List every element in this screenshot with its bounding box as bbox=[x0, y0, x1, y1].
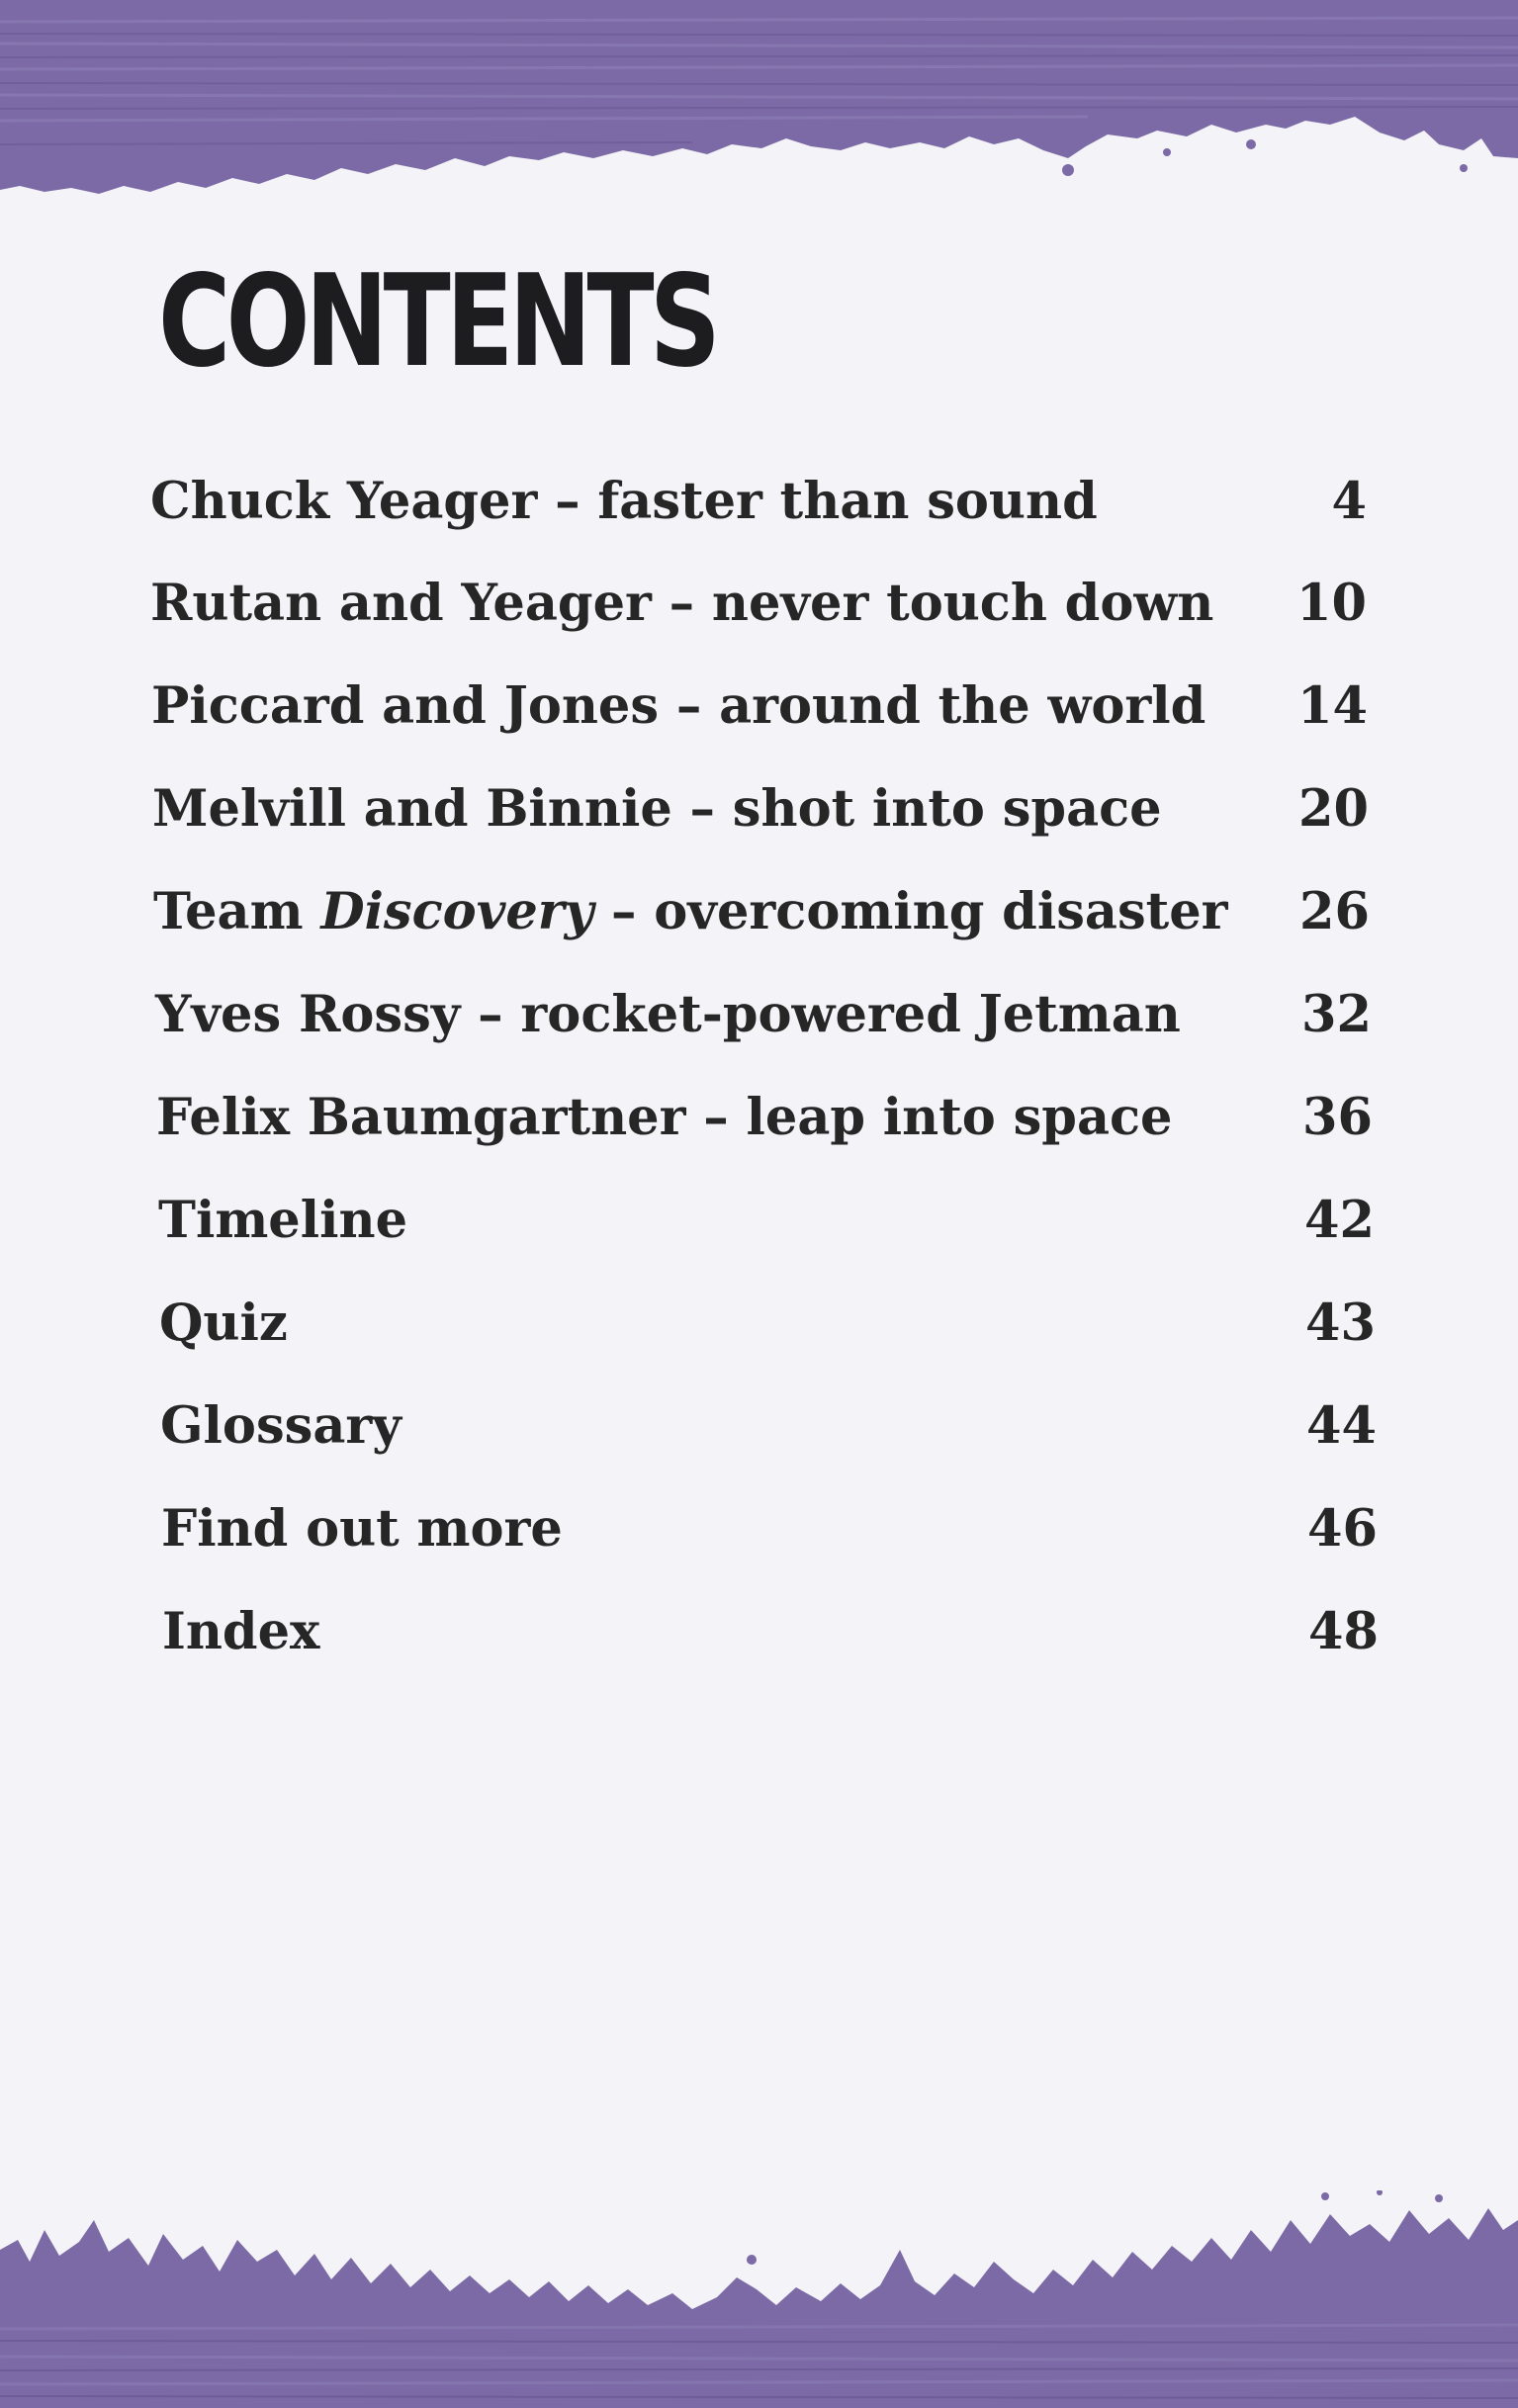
toc-entry-title: Melvill and Binnie – shot into space bbox=[152, 779, 1162, 839]
toc-entry-title: Team Discovery – overcoming disaster bbox=[153, 882, 1228, 941]
toc-entry-melvill-binnie[interactable] bbox=[152, 767, 1369, 850]
toc-entry-title: Index bbox=[162, 1602, 320, 1661]
bottom-purple-band bbox=[0, 2190, 1518, 2408]
toc-entry-title: Timeline bbox=[158, 1191, 408, 1250]
toc-entry-page: 4 bbox=[1331, 472, 1367, 531]
toc-entry-page: 43 bbox=[1305, 1293, 1376, 1353]
toc-entry-page: 48 bbox=[1308, 1602, 1379, 1661]
toc-entry-glossary[interactable] bbox=[160, 1384, 1377, 1468]
toc-entry-title: Chuck Yeager – faster than sound bbox=[150, 472, 1098, 531]
toc-entry-page: 44 bbox=[1306, 1396, 1377, 1456]
toc-entry-title: Glossary bbox=[160, 1396, 402, 1456]
toc-entry-felix-baumgartner[interactable] bbox=[156, 1076, 1373, 1159]
toc-entry-page: 46 bbox=[1307, 1499, 1378, 1559]
toc-entry-page: 26 bbox=[1299, 882, 1370, 941]
toc-entry-page: 32 bbox=[1301, 985, 1372, 1044]
toc-entry-page: 36 bbox=[1302, 1088, 1373, 1147]
toc-entry-chuck-yeager[interactable] bbox=[150, 460, 1367, 543]
toc-entry-title: Find out more bbox=[161, 1499, 563, 1559]
toc-entry-title: Felix Baumgartner – leap into space bbox=[156, 1088, 1173, 1147]
toc-entry-find-out-more[interactable] bbox=[161, 1487, 1378, 1570]
toc-entry-title: Yves Rossy – rocket-powered Jetman bbox=[155, 985, 1181, 1044]
toc-entry-piccard-jones[interactable] bbox=[151, 665, 1368, 748]
toc-entry-timeline[interactable] bbox=[158, 1179, 1375, 1262]
toc-entry-title: Piccard and Jones – around the world bbox=[151, 676, 1206, 736]
toc-entry-title: Rutan and Yeager – never touch down bbox=[150, 574, 1214, 633]
toc-entry-index[interactable] bbox=[162, 1590, 1379, 1673]
toc-entry-title: Quiz bbox=[159, 1293, 288, 1353]
contents-heading: CONTENTS bbox=[158, 248, 717, 396]
toc-entry-page: 20 bbox=[1298, 779, 1369, 839]
toc-entry-page: 10 bbox=[1296, 574, 1367, 633]
toc-entry-quiz[interactable] bbox=[159, 1282, 1376, 1365]
toc-entry-page: 42 bbox=[1304, 1191, 1375, 1250]
toc-entry-rutan-yeager[interactable] bbox=[150, 562, 1367, 645]
toc-entry-page: 14 bbox=[1297, 676, 1368, 736]
toc-entry-team-discovery[interactable] bbox=[153, 870, 1370, 953]
toc-entry-yves-rossy[interactable] bbox=[155, 973, 1372, 1056]
